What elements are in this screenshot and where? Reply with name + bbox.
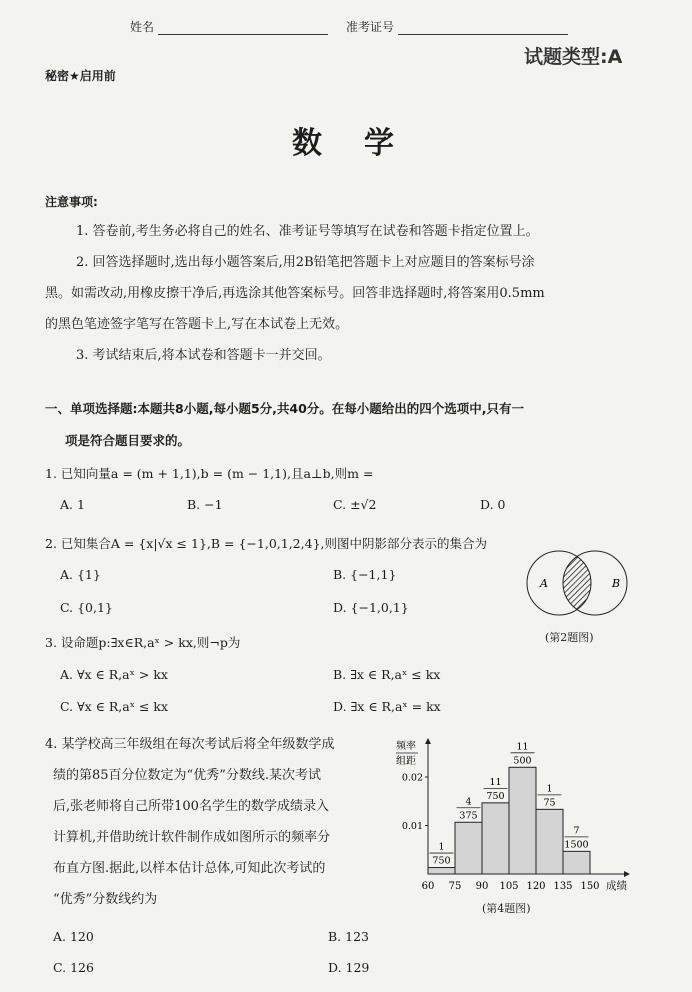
notes-heading: 注意事项: — [45, 195, 98, 209]
y-label-bottom: 组距 — [396, 756, 416, 767]
q2-option-a[interactable]: A. {1} — [60, 567, 101, 582]
section1-heading: 一、单项选择题:本题共8小题,每小题5分,共40分。在每小题给出的四个选项中,只有一 — [45, 401, 525, 416]
note-2-cont: 黑。如需改动,用橡皮擦干净后,再选涂其他答案标号。回答非选择题时,将答案用0.5mm — [45, 286, 545, 301]
x-tick-label: 60 — [421, 881, 435, 892]
bar-label-denominator: 500 — [513, 755, 532, 767]
q4-caption: (第4题图) — [482, 902, 531, 915]
id-field — [346, 18, 568, 35]
q1-stem: 1. 已知向量a = (m + 1,1),b = (m − 1,1),且a⊥b,则m = — [45, 466, 374, 481]
venn-label-a: A — [540, 577, 548, 590]
y-tick-label: 0.02 — [401, 772, 423, 784]
q1-option-b[interactable]: B. −1 — [187, 497, 223, 512]
id-label: 准考证号 — [346, 20, 395, 34]
q2-option-d[interactable]: D. {−1,0,1} — [333, 600, 409, 615]
id-blank[interactable] — [398, 34, 568, 35]
venn-label-b: B — [612, 577, 621, 590]
q3-stem: 3. 设命题p:∃x∈R,aˣ > kx,则¬p为 — [45, 635, 241, 650]
histogram-bar — [428, 868, 455, 874]
y-label-top: 频率 — [396, 741, 416, 752]
section1-heading-cont: 项是符合题目要求的。 — [65, 433, 191, 448]
q2-option-c[interactable]: C. {0,1} — [60, 600, 113, 615]
venn-diagram — [522, 550, 634, 628]
bar-label-numerator: 1 — [438, 841, 445, 853]
q2-stem: 2. 已知集合A = {x|√x ≤ 1},B = {−1,0,1,2,4},则图中阴影部分表示的集合为 — [45, 536, 487, 551]
bar-label-numerator: 1 — [546, 783, 553, 795]
q2-caption: (第2题图) — [545, 631, 594, 644]
q4-line-6: “优秀”分数线约为 — [53, 892, 158, 907]
histogram-bar — [563, 851, 590, 874]
name-label: 姓名 — [130, 20, 155, 34]
bar-label-numerator: 11 — [489, 776, 502, 788]
q2-option-b[interactable]: B. {−1,1} — [333, 567, 397, 582]
q4-option-c[interactable]: C. 126 — [53, 960, 94, 975]
q4-line-1: 4. 某学校高三年级组在每次考试后将全年级数学成 — [45, 737, 335, 752]
bar-label-numerator: 4 — [465, 796, 472, 808]
x-tick-label: 150 — [580, 881, 600, 892]
bar-label-denominator: 75 — [543, 797, 556, 809]
x-tick-label: 120 — [526, 881, 546, 892]
q3-option-b[interactable]: B. ∃x ∈ R,aˣ ≤ kx — [333, 667, 441, 682]
x-tick-label: 105 — [499, 881, 519, 892]
x-tick-label: 135 — [553, 881, 573, 892]
y-axis-arrow — [425, 738, 431, 744]
q3-option-d[interactable]: D. ∃x ∈ R,aˣ = kx — [333, 699, 441, 714]
q4-line-2: 绩的第85百分位数定为“优秀”分数线.某次考试 — [53, 768, 321, 783]
note-2-end: 的黑色笔迹签字笔写在答题卡上,写在本试卷上无效。 — [45, 317, 349, 332]
note-3: 3. 考试结束后,将本试卷和答题卡一并交回。 — [76, 348, 331, 363]
bar-label-denominator: 750 — [486, 790, 505, 802]
histogram-bar — [455, 822, 482, 874]
histogram-bar — [509, 767, 536, 874]
q4-option-a[interactable]: A. 120 — [53, 929, 94, 944]
bar-label-denominator: 375 — [459, 810, 478, 822]
x-tick-label: 90 — [475, 881, 489, 892]
q4-line-5: 布直方图.据此,以样本估计总体,可知此次考试的 — [53, 861, 326, 876]
q3-option-c[interactable]: C. ∀x ∈ R,aˣ ≤ kx — [60, 699, 169, 714]
paper-type: 试题类型:A — [524, 46, 623, 68]
note-1: 1. 答卷前,考生务必将自己的姓名、准考证号等填写在试卷和答题卡指定位置上。 — [76, 224, 539, 239]
histogram-bar — [536, 809, 563, 874]
q1-option-a[interactable]: A. 1 — [60, 497, 85, 512]
q4-option-b[interactable]: B. 123 — [328, 929, 369, 944]
note-2: 2. 回答选择题时,选出每小题答案后,用2B铅笔把答题卡上对应题目的答案标号涂 — [76, 255, 535, 270]
page-title: 数 学 — [292, 126, 400, 161]
q4-line-4: 计算机,并借助统计软件制作成如图所示的频率分 — [53, 830, 331, 845]
y-tick-label: 0.01 — [401, 821, 423, 832]
bar-label-denominator: 1500 — [564, 839, 589, 851]
q1-option-c[interactable]: C. ±√2 — [333, 497, 377, 512]
q1-option-d[interactable]: D. 0 — [480, 497, 506, 512]
bar-label-numerator: 11 — [516, 741, 529, 753]
q4-option-d[interactable]: D. 129 — [328, 960, 370, 975]
histogram-bar — [482, 803, 509, 874]
q4-line-3: 后,张老师将自己所带100名学生的数学成绩录入 — [53, 799, 329, 814]
name-blank[interactable] — [158, 34, 328, 35]
secret-label: 秘密★启用前 — [45, 69, 116, 83]
x-tick-label: 75 — [448, 881, 462, 892]
q3-option-a[interactable]: A. ∀x ∈ R,aˣ > kx — [60, 667, 168, 682]
bar-label-denominator: 750 — [432, 855, 451, 867]
histogram-chart — [392, 734, 642, 896]
name-field — [130, 18, 328, 35]
x-axis-arrow — [624, 871, 630, 877]
x-axis-title: 成绩 — [606, 880, 627, 892]
bar-label-numerator: 7 — [573, 825, 580, 837]
